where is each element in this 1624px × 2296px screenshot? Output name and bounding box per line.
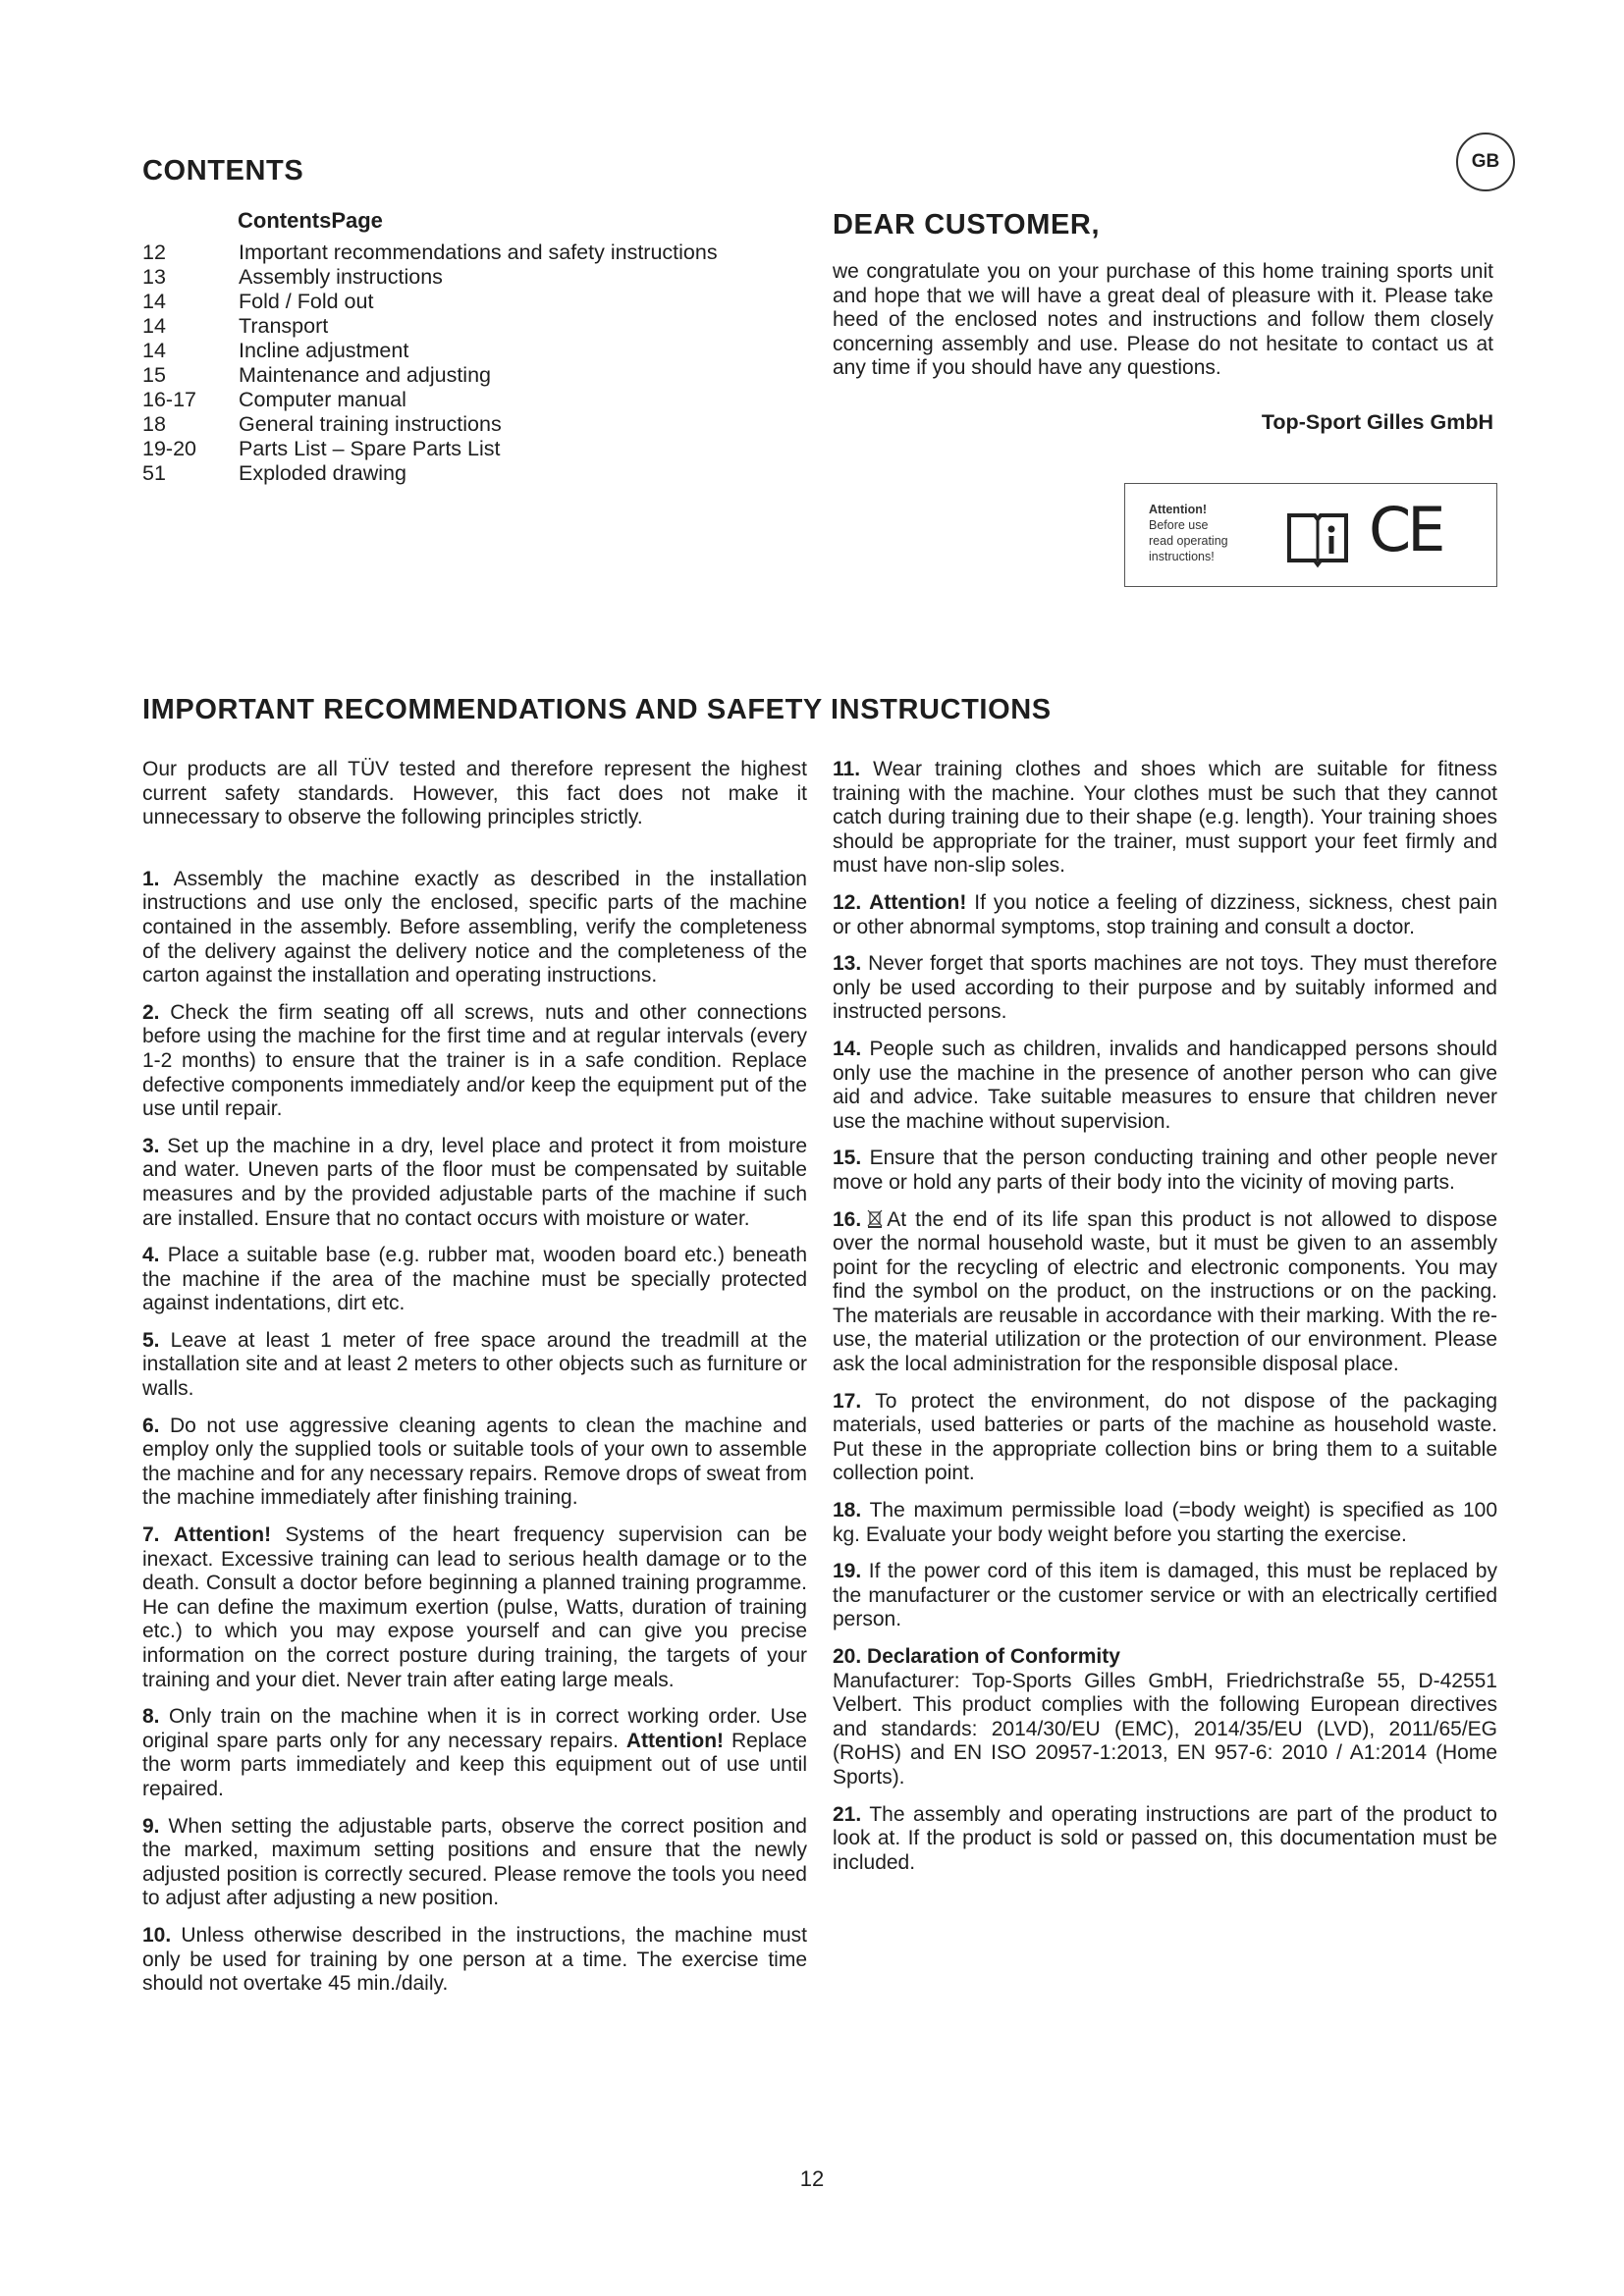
toc-title: Computer manual: [239, 388, 406, 411]
manual-book-icon: [1285, 504, 1350, 568]
item-number: 12.: [833, 890, 862, 914]
item-text: To protect the environment, do not dispose of the packaging materials, used batteries or parts of the machine as household waste. Put these in the appropriate collection bins or bring them to a suitable collection point.: [833, 1389, 1497, 1485]
item-text: Set up the machine in a dry, level place and protect it from moisture and water. Uneven parts of the floor must be compensated by suitable measures and by the provided adjustable parts of the machine if such are installed. Ensure that no contact occurs with moisture or water.: [142, 1134, 807, 1230]
item-number: 10.: [142, 1923, 172, 1947]
item-text: Ensure that the person conducting training and other people never move or hold any parts of their body into the vicinity of moving parts.: [833, 1147, 1497, 1194]
item-text: Do not use aggressive cleaning agents to clean the machine and employ only the supplied tools or suitable tools of your own to assemble the machine and for any necessary repairs. Remove drops of sweat from the machine immediately after finishing training.: [142, 1414, 807, 1510]
item-text: If the power cord of this item is damaged, this must be replaced by the manufacturer or the customer service or with an electrically certified person.: [833, 1560, 1497, 1631]
item-text: The assembly and operating instructions are part of the product to look at. If the product is sold or passed on, this documentation must be included.: [833, 1802, 1497, 1874]
safety-item: [142, 1135, 807, 1231]
item-text: Replace the worm parts immediately and keep this equipment out of use until repaired.: [142, 1729, 807, 1800]
item-number: 19.: [833, 1560, 862, 1583]
toc-page: 12: [142, 240, 166, 264]
item-number: 6.: [142, 1414, 160, 1437]
safety-item: [142, 1001, 807, 1122]
safety-item: [142, 1815, 807, 1911]
safety-item: [833, 1038, 1497, 1134]
dear-customer-title: DEAR CUSTOMER,: [833, 209, 1101, 240]
safety-item: [833, 891, 1497, 939]
item-number: 7.: [142, 1523, 160, 1547]
item-number: 20.: [833, 1645, 862, 1668]
contents-title: CONTENTS: [142, 155, 304, 187]
attention-label: Attention!: [625, 1729, 725, 1752]
toc-title: Important recommendations and safety instructions: [239, 240, 718, 264]
item-text: If you notice a feeling of dizziness, sickness, chest pain or other abnormal symptoms, stop training and consult a doctor.: [833, 890, 1498, 938]
item-number: 2.: [142, 1000, 160, 1024]
attention-label: Attention!: [869, 890, 967, 914]
item-number: 3.: [142, 1134, 160, 1157]
safety-item: [833, 1645, 1497, 1790]
item-number: 16.: [833, 1207, 862, 1231]
item-text: People such as children, invalids and handicapped persons should only use the machine in the presence of another person who can give aid and advice. Take suitable measures to ensure that children never use the machine without supervision.: [833, 1037, 1498, 1133]
item-number: 17.: [833, 1389, 862, 1413]
item-number: 9.: [142, 1814, 160, 1838]
safety-item: [142, 1329, 807, 1402]
attention-line: Before use: [1149, 518, 1209, 532]
item-text: Place a suitable base (e.g. rubber mat, wooden board etc.) beneath the machine if the area of the machine must be specially protected against indentations, dirt etc.: [142, 1244, 808, 1315]
toc-page: 13: [142, 265, 166, 289]
company-signature: Top-Sport Gilles GmbH: [1261, 410, 1493, 434]
item-number: 13.: [833, 952, 862, 976]
safety-item: [833, 758, 1497, 879]
item-text: Only train on the machine when it is in correct working order. Use original spare parts only for any necessary repairs.: [142, 1705, 807, 1752]
contents-row: [142, 339, 790, 363]
safety-item: [833, 1208, 1497, 1377]
contents-row: [142, 314, 790, 339]
toc-title: General training instructions: [239, 412, 502, 436]
safety-item: [833, 1147, 1497, 1195]
attention-label: Attention!: [173, 1523, 272, 1547]
toc-page: 19-20: [142, 437, 196, 460]
toc-title: Fold / Fold out: [239, 290, 374, 313]
toc-page: 14: [142, 290, 166, 313]
item-number: 11.: [833, 758, 861, 780]
toc-page: 14: [142, 314, 166, 338]
toc-title: Maintenance and adjusting: [239, 363, 491, 387]
safety-item: [142, 1523, 807, 1692]
attention-notice-text: [1149, 502, 1267, 564]
item-text: Manufacturer: Top-Sports Gilles GmbH, Friedrichstraße 55, D-42551 Velbert. This product complies with the following European directives and standards: 2014/30/EU (EMC), 2014/35/EU (LVD), 2011/65/EG (RoHS) and EN ISO 20957-1:2013, EN 957-6: 2010 / A1:2014 (Home Sports).: [833, 1669, 1497, 1789]
contents-row: [142, 363, 790, 388]
toc-title: Transport: [239, 314, 329, 338]
safety-item: [833, 1560, 1497, 1632]
safety-item: [142, 1705, 807, 1801]
toc-page: 14: [142, 339, 166, 362]
contents-row: [142, 240, 790, 265]
safety-title: IMPORTANT RECOMMENDATIONS AND SAFETY INSTRUCTIONS: [142, 694, 1052, 725]
attention-line: read operating: [1149, 534, 1228, 548]
safety-item: [142, 868, 807, 988]
item-text: Wear training clothes and shoes which are suitable for fitness training with the machine. Your clothes must be such that they cannot catch during training due to their shape (e.g. length). Your training shoes should be appropriate for the trainer, must support your feet firmly and must have non-slip soles.: [833, 758, 1497, 878]
attention-notice-box: [1124, 483, 1497, 587]
safety-item: [142, 1415, 807, 1511]
page-number: 12: [799, 2166, 825, 2191]
item-text: Check the firm seating off all screws, nuts and other connections before using the machine for the first time and at regular intervals (every 1-2 months) to ensure that the trainer is in a safe condition. Replace defective components immediately and/or keep the equipment put of the use until repair.: [142, 1000, 807, 1121]
safety-column-right: [833, 758, 1497, 1888]
safety-column-left: [142, 758, 807, 2009]
item-number: 18.: [833, 1499, 862, 1522]
toc-page: 51: [142, 461, 166, 485]
item-number: 8.: [142, 1705, 160, 1729]
attention-line: instructions!: [1149, 550, 1215, 563]
safety-item: [833, 1499, 1497, 1547]
language-badge: GB: [1456, 133, 1515, 191]
toc-page: 16-17: [142, 388, 196, 411]
contents-column-header: ContentsPage: [238, 208, 383, 233]
ce-mark-icon: CE: [1369, 494, 1442, 565]
contents-row: [142, 290, 790, 314]
item-text: Never forget that sports machines are not toys. They must therefore only be used according to their purpose and by suitably informed and instructed persons.: [833, 952, 1497, 1024]
crossed-bin-icon: [867, 1208, 883, 1228]
toc-title: Parts List – Spare Parts List: [239, 437, 501, 460]
item-number: 14.: [833, 1037, 862, 1060]
safety-item: [142, 1244, 807, 1316]
toc-page: 15: [142, 363, 166, 387]
contents-list: [142, 240, 790, 486]
item-text: Assembly the machine exactly as described in the installation instructions and use only the enclosed, specific parts of the machine contained in the assembly. Before assembling, verify the completeness of the delivery against the delivery notice and the completeness of the carton against the installation and operating instructions.: [142, 867, 807, 988]
toc-title: Exploded drawing: [239, 461, 406, 485]
toc-page: 18: [142, 412, 166, 436]
item-number: 21.: [833, 1802, 862, 1826]
contents-row: [142, 461, 790, 486]
item-text: Unless otherwise described in the instructions, the machine must only be used for training by one person at a time. The exercise time should not overtake 45 min./daily.: [142, 1923, 808, 1996]
contents-row: [142, 437, 790, 461]
safety-item: [833, 1803, 1497, 1876]
item-text: The maximum permissible load (=body weight) is specified as 100 kg. Evaluate your body weight before you starting the exercise.: [833, 1499, 1497, 1546]
safety-item: [833, 952, 1497, 1025]
item-number: 4.: [142, 1244, 160, 1267]
declaration-title: Declaration of Conformity: [867, 1645, 1120, 1668]
item-text: When setting the adjustable parts, observe the correct position and the marked, maximum setting positions and ensure that the newly adjusted position is correctly secured. Please remove the tools you need to adjust after adjusting a new position.: [142, 1814, 807, 1910]
item-text: Systems of the heart frequency supervision can be inexact. Excessive training can lead to serious health damage or to the death. Consult a doctor before beginning a planned training programme. He can define the maximum exertion (pulse, Watts, duration of training etc.) to which you may expose yourself and can give you precise information on the correct posture during training, the targets of your training and your diet. Never train after eating large meals.: [142, 1523, 807, 1691]
toc-title: Assembly instructions: [239, 265, 443, 289]
contents-row: [142, 265, 790, 290]
item-text: Leave at least 1 meter of free space around the treadmill at the installation site and at least 2 meters to other objects such as furniture or walls.: [142, 1328, 808, 1401]
contents-row: [142, 412, 790, 437]
item-number: 5.: [142, 1328, 160, 1352]
contents-row: [142, 388, 790, 412]
item-number: 15.: [833, 1147, 862, 1170]
toc-title: Incline adjustment: [239, 339, 409, 362]
item-number: 1.: [142, 867, 160, 890]
item-text: At the end of its life span this product is not allowed to dispose over the normal household waste, but it must be given to an assembly point for the recycling of electric and electronic components. You may find the symbol on the product, on the instructions or on the packing. The materials are reusable in accordance with their marking. With the re-use, the material utilization or the protection of our environment. Please ask the local administration for the responsible disposal place.: [833, 1207, 1497, 1376]
safety-item: [833, 1390, 1497, 1486]
dear-customer-text: we congratulate you on your purchase of this home training sports unit and hope that we will have a great deal of pleasure with it. Please take heed of the enclosed notes and instructions and follow them closely concerning assembly and use. Please do not hesitate to contact us at any time if you should have any questions.: [833, 260, 1493, 379]
safety-item: [142, 1924, 807, 1997]
safety-intro: Our products are all TÜV tested and therefore represent the highest current safety standards. However, this fact does not make it unnecessary to observe the following principles strictly.: [142, 758, 807, 829]
attention-line: Attention!: [1149, 503, 1208, 516]
